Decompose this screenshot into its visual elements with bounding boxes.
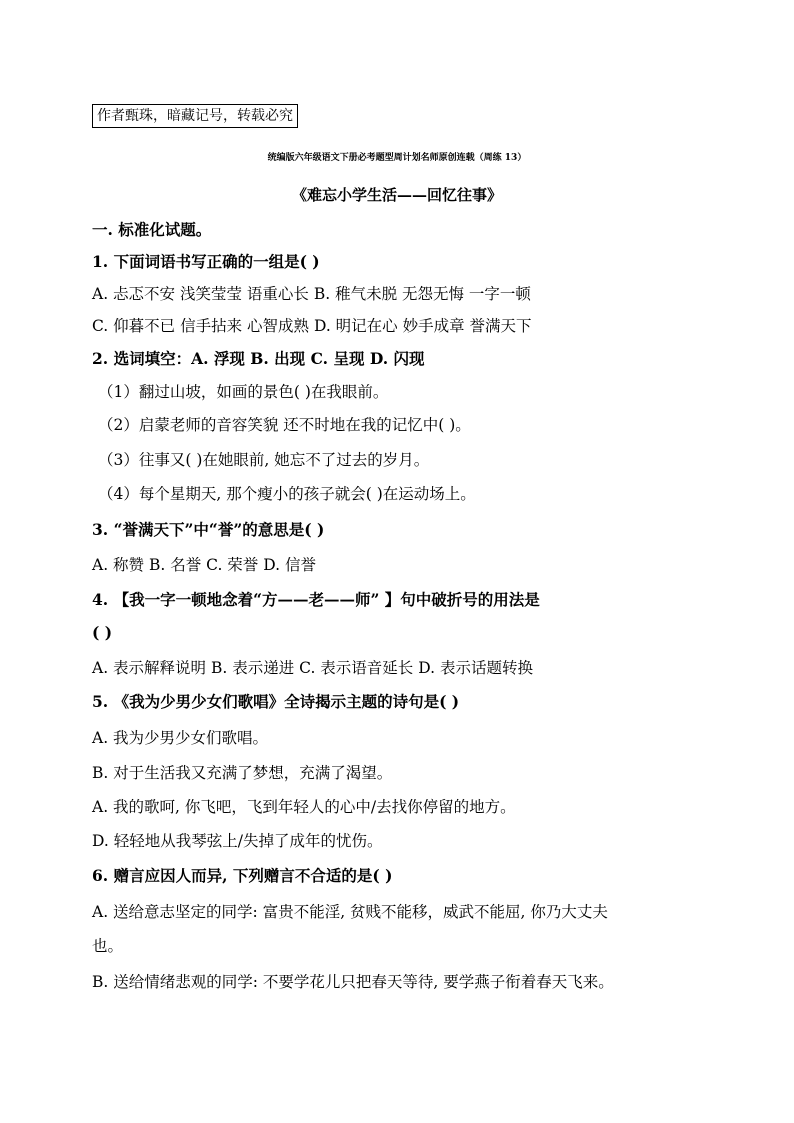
question-1-options-cd: C. 仰暮不已 信手拈来 心智成熟 D. 明记在心 妙手成章 誉满天下 [92, 317, 532, 335]
question-6-option-a-cont: 也。 [92, 937, 124, 955]
question-2-item-1: （1）翻过山坡，如画的景色( )在我眼前。 [98, 383, 389, 401]
question-5-option-a: A. 我为少男少女们歌唱。 [92, 729, 269, 747]
question-2-item-4: （4）每个星期天, 那个瘦小的孩子就会( )在运动场上。 [98, 485, 476, 503]
question-1-stem: 1. 下面词语书写正确的一组是( ) [92, 252, 320, 271]
question-2-item-2: （2）启蒙老师的音容笑貌 还不时地在我的记忆中( )。 [98, 416, 471, 434]
page-title: 统编版六年级语文下册必考题型周计划名师原创连载（周练 13） [267, 153, 527, 163]
section-heading: 一. 标准化试题。 [92, 220, 212, 239]
page-subtitle: 《难忘小学生活——回忆往事》 [291, 186, 502, 204]
question-6-option-a: A. 送给意志坚定的同学: 富贵不能淫, 贫贱不能移，威武不能屈, 你乃大丈夫 [92, 903, 608, 921]
watermark-box: 作者甄珠，暗藏记号，转载必究 [92, 104, 298, 128]
question-6-option-b: B. 送给情绪悲观的同学: 不要学花儿只把春天等待, 要学燕子衔着春天飞来。 [92, 973, 614, 991]
question-4-options: A. 表示解释说明 B. 表示递进 C. 表示语音延长 D. 表示话题转换 [92, 659, 533, 677]
question-3-stem: 3. “誉满天下”中“誉”的意思是( ) [92, 520, 325, 539]
question-5-option-b: B. 对于生活我又充满了梦想，充满了渴望。 [92, 764, 393, 782]
question-4-stem: 4. 【我一字一顿地念着“方——老——师” 】句中破折号的用法是 [92, 590, 540, 609]
question-5-option-d: D. 轻轻地从我琴弦上/失掉了成年的忧伤。 [92, 832, 383, 850]
question-5-option-c: A. 我的歌呵, 你飞吧，飞到年轻人的心中/去找你停留的地方。 [92, 798, 516, 816]
question-2-stem: 2. 选词填空：A. 浮现 B. 出现 C. 呈现 D. 闪现 [92, 349, 425, 368]
question-5-stem: 5. 《我为少男少女们歌唱》全诗揭示主题的诗句是( ) [92, 692, 460, 711]
question-2-item-3: （3）往事又( )在她眼前, 她忘不了过去的岁月。 [98, 451, 430, 469]
question-1-options-ab: A. 忐忑不安 浅笑莹莹 语重心长 B. 稚气未脱 无怨无悔 一字一顿 [92, 285, 531, 303]
question-3-options: A. 称赞 B. 名誉 C. 荣誉 D. 信誉 [92, 556, 316, 574]
question-6-stem: 6. 赠言应因人而异, 下列赠言不合适的是( ) [92, 866, 393, 885]
question-4-stem-cont: ( ) [92, 623, 113, 642]
